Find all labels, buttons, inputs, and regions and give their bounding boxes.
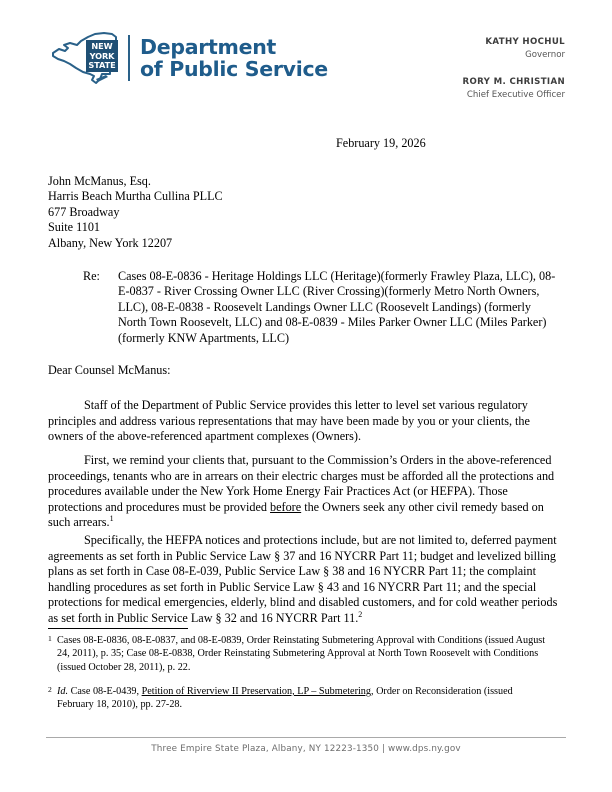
agency-name — [140, 36, 328, 80]
recipient-line: Harris Beach Murtha Cullina PLLC — [48, 189, 223, 204]
paragraph-2-text-b: the Owners seek any other civil remedy based on such arrears. — [48, 499, 544, 530]
footnote-2-case-title: Petition of Riverview II Preservation, LP – Submetering — [141, 685, 371, 697]
footnotes-section — [48, 634, 548, 722]
agency-name-line2: of Public Service — [140, 57, 328, 81]
agency-logo — [50, 30, 328, 86]
footnote-separator — [48, 628, 188, 629]
ceo-name: RORY M. CHRISTIAN — [462, 76, 565, 87]
footnote-2-id-prefix: Id. — [57, 685, 69, 697]
footnote-1-number: 1 — [48, 634, 52, 643]
recipient-line: Albany, New York 12207 — [48, 235, 173, 250]
footnote-2 — [48, 685, 548, 712]
ceo-title: Chief Executive Officer — [466, 89, 565, 100]
letterhead — [0, 0, 612, 110]
recipient-line: Suite 1101 — [48, 220, 101, 235]
subject-block — [48, 269, 562, 346]
letter-date: February 19, 2026 — [336, 136, 426, 150]
footer-address: Three Empire State Plaza, Albany, NY 12223-1350 | www.dps.ny.gov — [151, 744, 461, 754]
footnote-2-text-before: Case 08-E-0439, — [68, 685, 142, 697]
paragraph-2-emphasis: before — [270, 499, 302, 514]
new-york-state-wordmark — [87, 41, 117, 72]
footnote-marker-2[interactable]: 2 — [358, 609, 363, 619]
governor-title: Governor — [525, 49, 565, 60]
body-paragraph-1: Staff of the Department of Public Service provides this letter to level set various regulatory principles and address various representations that may have been made by you or your clients, the owners of the above-referenced apartment complexes (Owners). — [48, 398, 530, 444]
footnote-2-text-after: , Order on Reconsideration (issued February 18, 2010), pp. 27-28. — [57, 685, 513, 711]
footnote-marker-1[interactable]: 1 — [109, 514, 114, 524]
footnote-1 — [48, 634, 548, 674]
logo-line-state: STATE — [88, 60, 116, 71]
footnote-2-number: 2 — [48, 684, 52, 694]
recipient-line: John McManus, Esq. — [48, 174, 151, 188]
subject-text: Cases 08-E-0836 - Heritage Holdings LLC (Heritage)(formerly Frawley Plaza, LLC), 08-E-0837 - River Crossing Owner LLC (River Crossing)(formerly Metro North Owners, LLC), 08-E-0838 - Roosevelt Landings Owner LLC (Roosevelt Landings) (formerly North Town Roosevelt, LLC) and 08-E-0839 - Miles Parker Owner LLC (Miles Parker) (formerly KNW Apartments, LLC) — [118, 269, 556, 345]
logo-line-york: YORK — [89, 50, 115, 61]
paragraph-3-text: Specifically, the HEFPA notices and protections include, but are not limited to, deferred payment agreements as set forth in Public Service Law § 37 and 16 NYCRR Part 11; budget and levelized billing plans as set forth in Case 08-E-039, Public Service Law § 38 and 16 NYCRR Part 11; the complaint handling procedures as set forth in Public Service Law § 43 and 16 NYCRR Part 11; and the special protections for medical emergencies, elderly, blind and disabled customers, and for cold weather periods as set forth in Public Service Law § 32 and 16 NYCRR Part 11. — [48, 533, 558, 625]
salutation: Dear Counsel McManus: — [48, 363, 171, 377]
footnote-1-text: Cases 08-E-0836, 08-E-0837, and 08-E-0839, Order Reinstating Submetering Approval with Conditions (issued August 24, 2011), p. 35; Case 08-E-0838, Order Reinstating Submetering Approval at North Town Roosevelt with Conditions (issued October 28, 2011), p. 22. — [57, 635, 546, 673]
new-york-state-outline-icon — [50, 30, 126, 86]
recipient-address — [48, 174, 223, 251]
logo-line-new: NEW — [91, 41, 113, 51]
officials-block — [463, 36, 565, 102]
body-paragraph-3 — [48, 533, 562, 626]
governor-name: KATHY HOCHUL — [485, 37, 565, 47]
subject-label: Re: — [83, 269, 100, 283]
body-paragraph-2 — [48, 453, 562, 531]
logo-divider — [128, 35, 130, 81]
paragraph-2-text-a: First, we remind your clients that, pursuant to the Commission’s Orders in the above-referenced proceedings, tenants who are in arrears on their electric charges must be afforded all the protections and procedures available under the New York Home Energy Fair Practices Act (or HEFPA). Those protections and procedures must be provided — [48, 453, 555, 514]
agency-name-line1: Department — [140, 34, 276, 59]
recipient-line: 677 Broadway — [48, 204, 120, 219]
footer-divider — [46, 737, 566, 738]
